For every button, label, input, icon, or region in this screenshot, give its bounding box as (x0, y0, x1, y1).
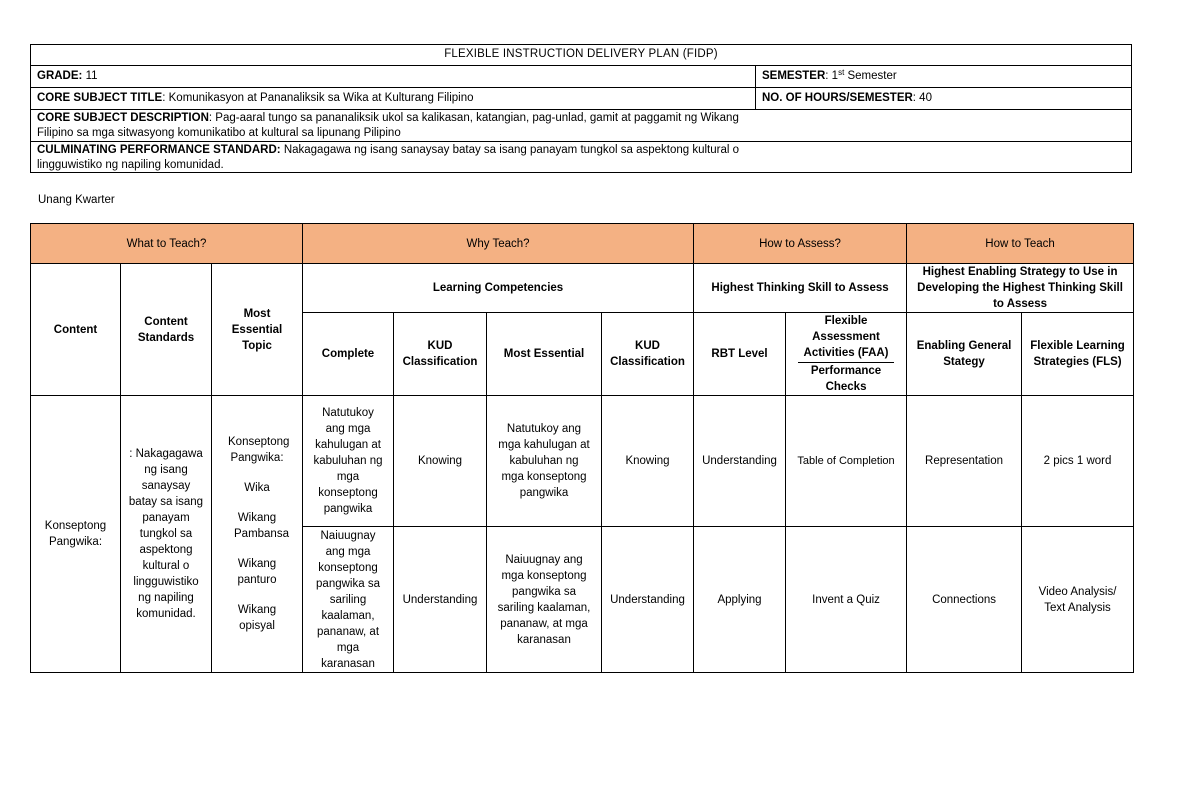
kud-2-row-2: Understanding (602, 527, 694, 673)
header-kud-classification-1: KUD Classification (394, 313, 487, 396)
header-highest-enabling-strategy: Highest Enabling Strategy to Use in Developing the Highest Thinking Skill to Assess (907, 264, 1134, 313)
topic-item: Wikang opisyal (237, 604, 277, 632)
hours-cell (755, 88, 1131, 109)
description-value: : Pag-aaral tungo sa pananaliksik ukol sa kalikasan, katangian, pag-unlad, gamit at paggamit ng Wikang Filipino sa mga sitwasyong komunikatibo at kultural sa lipunang Pilipino (37, 112, 739, 139)
kud-2-row-1: Knowing (602, 396, 694, 527)
band-row (31, 224, 1134, 264)
core-title-value: : Komunikasyon at Pananaliksik sa Wika at Kulturang Filipino (162, 92, 474, 104)
document-title: FLEXIBLE INSTRUCTION DELIVERY PLAN (FIDP) (444, 48, 718, 60)
fidp-header-box (30, 44, 1132, 173)
header-performance-checks: Performance Checks (810, 365, 882, 393)
header-enabling-general-strategy: Enabling General Stategy (907, 313, 1022, 396)
topic-item: Wika (244, 482, 270, 494)
header-flexible-learning-strategies: Flexible Learning Strategies (FLS) (1022, 313, 1134, 396)
header-highest-thinking-skill: Highest Thinking Skill to Assess (694, 264, 907, 313)
core-title-label: CORE SUBJECT TITLE (37, 92, 163, 104)
header-content-standards: Content Standards (121, 264, 212, 396)
grade-row (31, 66, 1131, 88)
kud-1-row-1: Knowing (394, 396, 487, 527)
topic-item: Wikang Pambansa (234, 512, 289, 540)
content-standard-cell: : Nakagagawa ng isang sanaysay batay sa isang panayam tungkol sa aspektong kultural o lingguwistiko ng napiling komunidad. (121, 396, 212, 673)
core-title-row (31, 88, 1131, 110)
performance-row (31, 142, 1131, 174)
content-cell: Konseptong Pangwika: (31, 396, 121, 673)
performance-value: Nakagagawa ng isang sanaysay batay sa isang panayam tungkol sa aspektong kultural o lingguwistiko ng napiling komunidad. (37, 144, 740, 171)
hours-value: : 40 (912, 92, 932, 104)
description-label: CORE SUBJECT DESCRIPTION (37, 112, 209, 124)
header-learning-competencies: Learning Competencies (303, 264, 694, 313)
rbt-level-row-1: Understanding (694, 396, 786, 527)
hours-label: NO. OF HOURS/SEMESTER (762, 92, 913, 104)
header-faa-cell (786, 313, 907, 396)
header-most-essential: Most Essential (487, 313, 602, 396)
semester-value-sup: st (838, 68, 845, 77)
table-row (31, 396, 1134, 527)
competency-complete-1: Natutukoy ang mga kahulugan at kabuluhan ng mga konseptong pangwika (303, 396, 394, 527)
grade-cell (31, 66, 755, 87)
competency-most-essential-2: Naiuugnay ang mga konseptong pangwika sa sariling kaalaman, pananaw, at mga karanasan (487, 527, 602, 673)
core-title-cell (31, 88, 755, 109)
header-kud-classification-2: KUD Classification (602, 313, 694, 396)
performance-label: CULMINATING PERFORMANCE STANDARD: (37, 144, 281, 156)
semester-value-pre: : 1 (825, 70, 839, 82)
kud-1-row-2: Understanding (394, 527, 487, 673)
enabling-strategy-row-2: Connections (907, 527, 1022, 673)
header-row-1 (31, 264, 1134, 313)
competency-complete-2: Naiuugnay ang mga konseptong pangwika sa sariling kaalaman, pananaw, at mga karanasan (303, 527, 394, 673)
faa-row-2: Invent a Quiz (786, 527, 907, 673)
fls-row-2: Video Analysis/ Text Analysis (1022, 527, 1134, 673)
fls-row-1: 2 pics 1 word (1022, 396, 1134, 527)
semester-value-post: Semester (844, 70, 897, 82)
header-most-essential-topic: Most Essential Topic (212, 264, 303, 396)
faa-row-1: Table of Completion (786, 396, 907, 527)
band-how-to-teach: How to Teach (907, 224, 1134, 264)
band-what-to-teach: What to Teach? (31, 224, 303, 264)
band-how-to-assess: How to Assess? (694, 224, 907, 264)
rbt-level-row-2: Applying (694, 527, 786, 673)
competency-most-essential-1: Natutukoy ang mga kahulugan at kabuluhan ng mga konseptong pangwika (487, 396, 602, 527)
topics-cell (212, 396, 303, 673)
title-row (31, 45, 1131, 66)
header-content: Content (31, 264, 121, 396)
header-complete: Complete (303, 313, 394, 396)
header-rbt-level: RBT Level (694, 313, 786, 396)
fidp-table (30, 223, 1134, 673)
grade-label: GRADE: (37, 70, 83, 82)
band-why-teach: Why Teach? (303, 224, 694, 264)
quarter-label: Unang Kwarter (38, 194, 115, 206)
topics-heading: Konseptong Pangwika: (228, 436, 290, 464)
semester-label: SEMESTER (762, 70, 826, 82)
grade-value: 11 (82, 70, 98, 82)
semester-cell (755, 66, 1131, 87)
description-cell (31, 110, 755, 141)
header-faa: Flexible Assessment Activities (FAA) (798, 313, 894, 363)
description-row (31, 110, 1131, 142)
performance-cell (31, 142, 755, 174)
enabling-strategy-row-1: Representation (907, 396, 1022, 527)
topic-item: Wikang panturo (237, 558, 277, 586)
